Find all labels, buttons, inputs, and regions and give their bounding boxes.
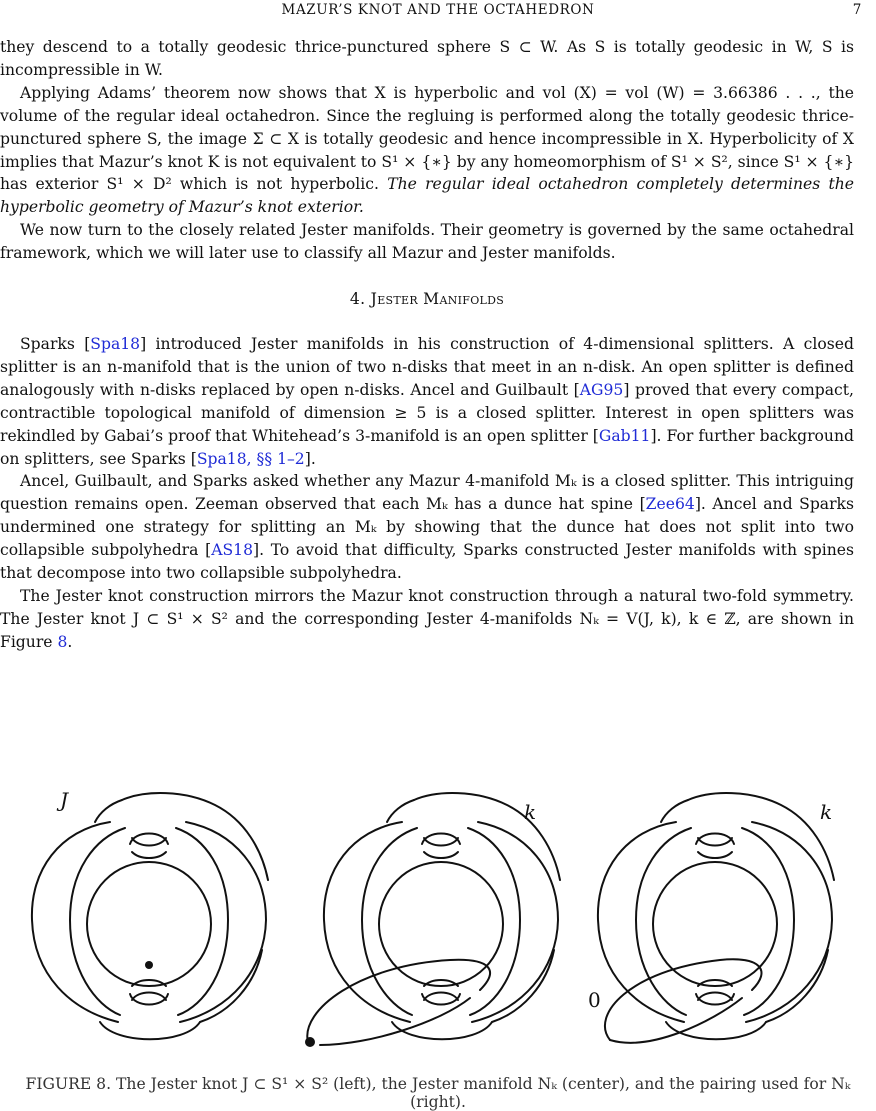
knot-strand [598, 822, 684, 1022]
p4-part: ]. [304, 449, 316, 468]
knot-strand [180, 822, 266, 1022]
p4-part: ] proved that every compact, contractible topological manifold of dimension ≥ 5 is a closed splitter. Interest in open splitters was rekindled by Gabai’s proof that Whitehead’s 3-manifold is an open splitter [ [0, 380, 854, 445]
crossing-bottom [132, 980, 166, 1000]
knot-diagrams [0, 760, 876, 1060]
knot-strand [362, 828, 417, 1015]
running-head [0, 2, 876, 24]
paragraph-6 [0, 585, 854, 654]
knot-strand [32, 822, 118, 1022]
knot-strand [176, 828, 228, 1015]
label-k-right: k [820, 800, 833, 824]
crossing-top [132, 838, 166, 858]
p5-part: Ancel, Guilbault, and Sparks asked whether any Mazur 4-manifold Mₖ is a closed splitter. This intriguing question remains open. Zeeman observed that each Mₖ has a dunce hat spine [ [0, 472, 854, 514]
section-heading: 4. Jester Manifolds [349, 290, 505, 309]
paragraph-3-text: We now turn to the closely related Jester manifolds. Their geometry is governed by the same octahedral framework, which we will later use to classify all Mazur and Jester manifolds. [0, 221, 854, 263]
pairing-diagram [598, 793, 834, 1043]
figure-caption: FIGURE 8. The Jester knot J ⊂ S¹ × S² (left), the Jester manifold Nₖ (center), and the pairing used for Nₖ (right). [25, 1075, 851, 1111]
paragraph-5 [0, 470, 854, 585]
paragraph-2 [0, 82, 854, 219]
label-zero: 0 [588, 988, 601, 1012]
p4-part: Sparks [ [20, 334, 91, 353]
dot-marker [145, 961, 153, 969]
p4-part: ] introduced Jester manifolds in his construction of 4-dimensional splitters. A closed splitter is an n-manifold that is the union of two n-disks that meet in an n-disk. An open splitter is defined analogously with n-disks replaced by open n-disks. Ancel and Guilbault [ [0, 334, 854, 399]
knot-strand [122, 793, 268, 880]
knot-strand [468, 828, 520, 1015]
page-number: 7 [852, 2, 862, 18]
knot-strand [95, 800, 122, 822]
knot-strand [387, 800, 414, 822]
knot-strand [666, 1022, 766, 1039]
crossing-top [424, 838, 458, 858]
knot-strand [742, 828, 794, 1015]
paragraph-2-text: Applying Adams’ theorem now shows that X is hyperbolic and vol (X) = vol (W) = 3.66386 . . ., the volume of the regular ideal octahedron. Since the regluing is performed along the totally geodesic thrice-punctured sphere S, the image Σ ⊂ X is totally geodesic and hence incompressible in X. Hyperbolicity of X implies that Mazur’s knot K is not equivalent to S¹ × {∗} by any homeomorphism of S¹ × S², since S¹ × {∗} has exterior S¹ × D² which is not hyperbolic. [0, 83, 854, 194]
label-k-middle: k [524, 800, 537, 824]
knot-strand [472, 822, 558, 1022]
crossing-bottom [698, 980, 732, 1000]
paragraph-1-text: they descend to a totally geodesic thrice-punctured sphere S ⊂ W. As S is totally geodesic in W, S is incompressible in W. [0, 38, 854, 79]
cite-spa18[interactable]: Spa18 [90, 334, 141, 353]
label-j: J [60, 788, 69, 812]
jester-manifold-diagram [307, 793, 560, 1045]
inner-circle [653, 862, 777, 986]
knot-strand [392, 1022, 492, 1039]
p4-part: ]. For further background on splitters, see Sparks [ [0, 426, 854, 468]
dot-marker [305, 1037, 315, 1047]
p6-part: The Jester knot construction mirrors the Mazur knot construction through a natural two-fold symmetry. The Jester knot J ⊂ S¹ × S² and the corresponding Jester 4-manifolds Nₖ = V(J, k), k ∈ ℤ, are shown in Figure [0, 586, 854, 651]
figure-ref-8[interactable]: 8 [57, 632, 68, 651]
knot-strand [100, 1022, 200, 1039]
crossing-bottom [424, 980, 458, 1000]
cite-spa18-sections[interactable]: Spa18, §§ 1–2 [196, 449, 305, 468]
knot-strand [70, 828, 125, 1015]
paragraph-2-italic: The regular ideal octahedron completely determines the hyperbolic geometry of Mazur’s knot exterior. [0, 175, 855, 217]
jester-knot-diagram [32, 793, 268, 1039]
knot-strand [636, 828, 691, 1015]
p5-part: ]. Ancel and Sparks undermined one strategy for splitting an Mₖ by showing that the dunce hat does not split into two collapsible subpolyhedra [ [0, 495, 855, 560]
cite-as18[interactable]: AS18 [211, 541, 253, 560]
cite-zee64[interactable]: Zee64 [645, 495, 695, 514]
p6-part: . [67, 632, 73, 651]
body-text [0, 36, 854, 654]
cite-gab11[interactable]: Gab11 [598, 426, 651, 445]
paragraph-1 [0, 36, 854, 82]
knot-strand [746, 822, 832, 1022]
knot-strand [414, 793, 560, 880]
zero-framed-unknot [605, 959, 762, 1040]
figure-8 [0, 760, 876, 1060]
cite-ag95[interactable]: AG95 [579, 380, 624, 399]
crossing-top [698, 838, 732, 858]
running-head-title: MAZUR’S KNOT AND THE OCTAHEDRON [281, 2, 595, 18]
knot-strand [688, 793, 834, 880]
knot-strand [661, 800, 688, 822]
p5-part: ]. To avoid that difficulty, Sparks constructed Jester manifolds with spines that decompose into two collapsible subpolyhedra. [0, 541, 855, 583]
knot-strand [324, 822, 410, 1022]
paragraph-3 [0, 219, 854, 265]
paragraph-4 [0, 333, 854, 470]
